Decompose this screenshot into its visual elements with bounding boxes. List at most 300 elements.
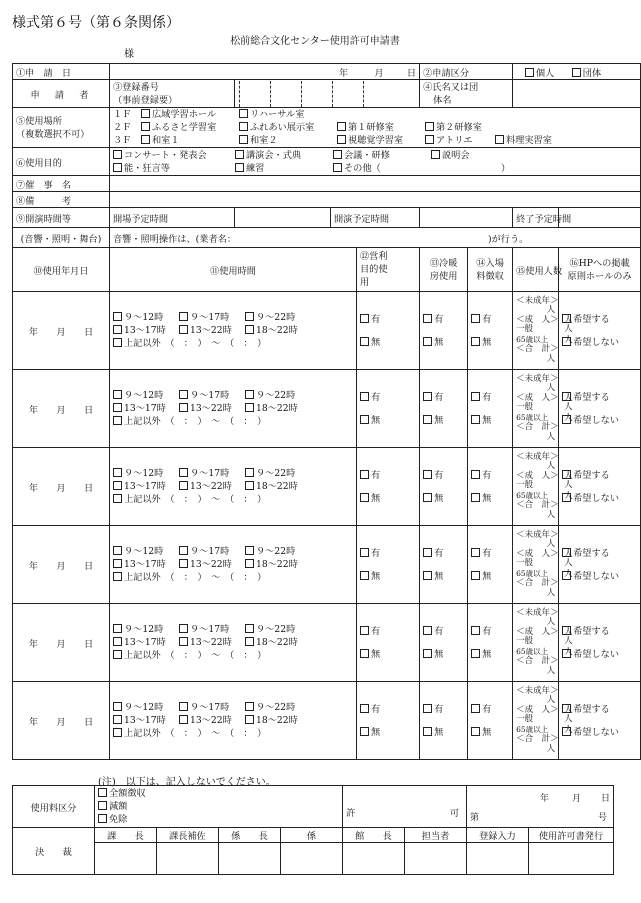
time-checkbox[interactable] — [245, 637, 254, 646]
yes-checkbox[interactable] — [471, 548, 480, 557]
usage-date-field[interactable]: 年 月 日 — [13, 370, 110, 448]
time-slot-label: ９～22時 — [256, 390, 296, 401]
remarks-row — [13, 192, 641, 208]
commercial-header-line: 用 — [360, 277, 370, 288]
purpose-checkbox[interactable] — [113, 150, 122, 159]
time-checkbox[interactable] — [179, 715, 188, 724]
time-checkbox[interactable] — [245, 481, 254, 490]
time-other-label: 上記以外 （ ： ） ～ （ ： ） — [124, 416, 267, 427]
yes-label: 有 — [371, 625, 381, 637]
registration-number-label — [110, 80, 235, 108]
yes-checkbox[interactable] — [471, 704, 480, 713]
stamp-cell[interactable] — [467, 843, 529, 875]
time-checkbox[interactable] — [113, 403, 122, 412]
general-label: 一般 — [516, 480, 534, 491]
individual-checkbox[interactable] — [525, 68, 534, 77]
yes-checkbox[interactable] — [471, 470, 480, 479]
hp-no-label: 希望しない — [573, 414, 620, 426]
time-slot-label: 13～22時 — [190, 637, 232, 648]
year-label: 年 — [540, 793, 550, 804]
yes-checkbox[interactable] — [423, 626, 432, 635]
no-checkbox[interactable] — [360, 415, 369, 424]
total-label: ＜合 計＞ — [516, 344, 559, 355]
yes-label: 有 — [434, 703, 444, 715]
registration-number-field[interactable] — [235, 80, 420, 108]
no-checkbox[interactable] — [423, 649, 432, 658]
no-label: 無 — [482, 648, 492, 660]
yes-checkbox[interactable] — [423, 470, 432, 479]
no-checkbox[interactable] — [423, 571, 432, 580]
room-checkbox[interactable] — [239, 109, 248, 118]
usage-location-title: ⑤使用場所 — [16, 115, 62, 127]
entry-fee-options — [468, 448, 513, 526]
time-checkbox[interactable] — [245, 702, 254, 711]
purpose-checkbox[interactable] — [333, 163, 342, 172]
group-checkbox[interactable] — [572, 68, 581, 77]
hp-no-checkbox[interactable] — [562, 646, 573, 658]
schedule-row — [13, 604, 641, 682]
person-unit: 人 — [564, 636, 573, 647]
time-slot-label: 13～22時 — [190, 715, 232, 726]
senior-label: 65歳以上 — [516, 490, 549, 500]
application-form-table — [12, 63, 641, 760]
people-count-field[interactable] — [513, 526, 573, 604]
no-checkbox[interactable] — [423, 727, 432, 736]
hp-yes-label: 希望する — [573, 703, 610, 715]
fee-category-label: 使用料区分 — [13, 786, 95, 828]
time-checkbox[interactable] — [179, 481, 188, 490]
schedule-row — [13, 292, 641, 370]
room-checkbox[interactable] — [425, 122, 434, 131]
hp-yes-checkbox[interactable] — [562, 392, 571, 401]
no-checkbox[interactable] — [360, 493, 369, 502]
commercial-header — [357, 248, 420, 292]
person-unit: 人 — [564, 558, 573, 569]
month-label: 月 — [374, 67, 384, 79]
time-slot-label: 13～17時 — [124, 481, 166, 492]
time-slot-label: ９～17時 — [190, 624, 230, 635]
person-unit: 人 — [564, 626, 573, 637]
no-checkbox[interactable] — [423, 337, 432, 346]
time-checkbox[interactable] — [113, 312, 122, 321]
time-slot-label: 18～22時 — [256, 559, 298, 570]
room-label: 和室２ — [250, 135, 278, 146]
yes-checkbox[interactable] — [360, 704, 369, 713]
person-unit: 人 — [564, 314, 573, 325]
yes-label: 有 — [434, 391, 444, 403]
remarks-field[interactable] — [110, 192, 641, 208]
time-checkbox[interactable] — [245, 403, 254, 412]
room-checkbox[interactable] — [141, 122, 150, 131]
yes-checkbox[interactable] — [471, 626, 480, 635]
no-label: 無 — [482, 726, 492, 738]
entry-fee-header — [468, 248, 513, 292]
stamp-cell[interactable] — [157, 843, 219, 875]
hp-yes-checkbox[interactable] — [562, 704, 571, 713]
performance-time-row — [13, 208, 641, 228]
usage-time-options — [110, 370, 357, 448]
start-time-field[interactable] — [420, 208, 513, 228]
room-checkbox[interactable] — [141, 135, 150, 144]
no-checkbox[interactable] — [423, 493, 432, 502]
stamp-cell[interactable] — [405, 843, 467, 875]
yes-label: 有 — [371, 313, 381, 325]
no-label: 無 — [482, 570, 492, 582]
fee-option-label: 全額徴収 — [109, 788, 146, 799]
stamp-cell[interactable] — [281, 843, 343, 875]
application-date-field[interactable] — [110, 64, 420, 80]
people-count-field[interactable] — [513, 682, 573, 760]
yes-checkbox[interactable] — [360, 314, 369, 323]
time-slot-label: ９～22時 — [256, 468, 296, 479]
minor-label: ＜未成年＞ — [516, 373, 559, 384]
schedule-row — [13, 448, 641, 526]
remarks-label: ⑧備 考 — [13, 192, 110, 208]
entry-fee-options — [468, 370, 513, 448]
person-unit: 人 — [564, 480, 573, 491]
document-title: 松前総合文化センター使用許可申請書 — [230, 36, 400, 47]
time-slot-label: ９～22時 — [256, 312, 296, 323]
no-checkbox[interactable] — [471, 415, 480, 424]
hp-header-line: ⑯HPへの掲載 — [569, 257, 630, 269]
hp-no-checkbox[interactable] — [562, 724, 573, 736]
time-checkbox[interactable] — [113, 728, 122, 737]
hp-yes-label: 希望する — [573, 391, 610, 403]
registration-note-text: （事前登録要） — [113, 94, 178, 106]
no-checkbox[interactable] — [360, 727, 369, 736]
commercial-options — [357, 526, 420, 604]
time-checkbox[interactable] — [113, 390, 122, 399]
time-checkbox[interactable] — [179, 559, 188, 568]
name-label-line1: ④氏名又は団 — [423, 81, 479, 93]
room-label: 第２研修室 — [436, 122, 482, 133]
time-checkbox[interactable] — [245, 390, 254, 399]
usage-date-field[interactable]: 年 月 日 — [13, 292, 110, 370]
time-checkbox[interactable] — [245, 559, 254, 568]
usage-date-field[interactable]: 年 月 日 — [13, 526, 110, 604]
hp-yes-label: 希望する — [573, 469, 610, 481]
no-checkbox[interactable] — [471, 727, 480, 736]
person-unit: 人 — [546, 353, 556, 364]
general-label: 一般 — [516, 402, 534, 413]
no-label: 無 — [434, 570, 444, 582]
time-other-label: 上記以外 （ ： ） ～ （ ： ） — [124, 728, 267, 739]
no-label: 無 — [371, 648, 381, 660]
purpose-label: 説明会 — [442, 149, 470, 161]
time-slot-label: ９～22時 — [256, 546, 296, 557]
yes-checkbox[interactable] — [360, 392, 369, 401]
aircon-header-line: ⑬冷暖 — [429, 257, 458, 269]
no-label: 無 — [371, 336, 381, 348]
person-unit: 人 — [564, 704, 573, 715]
time-checkbox[interactable] — [113, 546, 122, 555]
time-checkbox[interactable] — [179, 312, 188, 321]
schedule-row — [13, 682, 641, 760]
minor-label: ＜未成年＞ — [516, 295, 559, 306]
permit-char: 許 — [346, 807, 356, 819]
time-checkbox[interactable] — [113, 637, 122, 646]
usage-location-row — [13, 108, 641, 148]
stamp-cell[interactable] — [95, 843, 157, 875]
yes-label: 有 — [482, 703, 492, 715]
no-checkbox[interactable] — [423, 415, 432, 424]
people-count-field[interactable] — [513, 292, 573, 370]
no-checkbox[interactable] — [471, 649, 480, 658]
time-checkbox[interactable] — [113, 325, 122, 334]
person-unit: 人 — [546, 695, 556, 706]
hp-yes-checkbox[interactable] — [562, 314, 571, 323]
approval-stamp-row — [13, 843, 614, 875]
time-slot-label: 18～22時 — [256, 715, 298, 726]
minor-label: ＜未成年＞ — [516, 529, 559, 540]
event-name-field[interactable] — [110, 176, 641, 192]
time-slot-label: 18～22時 — [256, 481, 298, 492]
no-checkbox[interactable] — [360, 571, 369, 580]
time-checkbox[interactable] — [179, 624, 188, 633]
time-slot-label: 13～22時 — [190, 559, 232, 570]
room-checkbox[interactable] — [239, 122, 248, 131]
room-label: 広域学習ホール — [152, 109, 217, 120]
time-other-label: 上記以外 （ ： ） ～ （ ： ） — [124, 338, 267, 349]
approval-column-header: 使用許可書発行 — [529, 828, 614, 843]
permit-date-field[interactable] — [467, 786, 614, 828]
floor1-label: １Ｆ — [113, 109, 132, 120]
application-type-label: ②申請区分 — [420, 64, 513, 80]
sound-lighting-row — [13, 228, 641, 248]
person-unit: 人 — [546, 305, 556, 316]
room-checkbox[interactable] — [141, 109, 150, 118]
time-slot-label: 18～22時 — [256, 637, 298, 648]
aircon-options — [420, 448, 468, 526]
purpose-label: 会議・研修 — [344, 149, 390, 161]
entry-fee-header-line: 料徴収 — [476, 270, 504, 282]
hp-yes-label: 希望する — [573, 625, 610, 637]
stamp-cell[interactable] — [343, 843, 405, 875]
time-slot-label: ９～22時 — [256, 702, 296, 713]
time-checkbox[interactable] — [179, 390, 188, 399]
commercial-options — [357, 370, 420, 448]
yes-checkbox[interactable] — [423, 392, 432, 401]
start-time-label: 開演予定時間 — [331, 208, 420, 228]
open-time-label: 開場予定時間 — [110, 208, 235, 228]
time-checkbox[interactable] — [113, 650, 122, 659]
approval-column-header: 登録入力 — [467, 828, 529, 843]
room-checkbox[interactable] — [337, 135, 346, 144]
aircon-header-line: 房使用 — [429, 270, 458, 282]
hp-yes-checkbox[interactable] — [562, 470, 571, 479]
yes-checkbox[interactable] — [471, 314, 480, 323]
stamp-cell[interactable] — [529, 843, 614, 875]
approval-column-header: 係 長 — [219, 828, 281, 843]
group-label: 団体 — [582, 67, 602, 79]
hp-yes-checkbox[interactable] — [562, 626, 571, 635]
name-label-line2: 体名 — [433, 94, 452, 106]
approval-column-header: 課長補佐 — [157, 828, 219, 843]
usage-date-field[interactable]: 年 月 日 — [13, 604, 110, 682]
fee-checkbox[interactable] — [98, 788, 107, 797]
month-label: 月 — [571, 793, 581, 804]
schedule-row — [13, 370, 641, 448]
time-checkbox[interactable] — [179, 468, 188, 477]
yes-checkbox[interactable] — [423, 314, 432, 323]
yes-label: 有 — [482, 313, 492, 325]
person-unit: 人 — [546, 509, 556, 520]
time-checkbox[interactable] — [113, 715, 122, 724]
hp-no-checkbox[interactable] — [562, 568, 573, 580]
time-checkbox[interactable] — [245, 546, 254, 555]
time-checkbox[interactable] — [179, 403, 188, 412]
usage-location-note: （複数選択不可） — [16, 128, 90, 140]
approval-column-header: 担当者 — [405, 828, 467, 843]
time-slot-label: ９～17時 — [190, 546, 230, 557]
adult-label: ＜成 人＞ — [516, 392, 559, 403]
time-checkbox[interactable] — [245, 468, 254, 477]
time-checkbox[interactable] — [179, 702, 188, 711]
people-count-field[interactable] — [513, 370, 573, 448]
people-count-field[interactable] — [513, 448, 573, 526]
no-checkbox[interactable] — [471, 571, 480, 580]
time-checkbox[interactable] — [113, 702, 122, 711]
no-label: 無 — [482, 414, 492, 426]
purpose-checkbox[interactable] — [333, 150, 342, 159]
time-slot-label: ９～12時 — [124, 546, 164, 557]
application-type-options — [513, 64, 641, 80]
hp-no-checkbox[interactable] — [562, 490, 573, 502]
room-checkbox[interactable] — [239, 135, 248, 144]
time-slot-label: 13～17時 — [124, 637, 166, 648]
total-label: ＜合 計＞ — [516, 734, 559, 745]
purpose-checkbox[interactable] — [235, 150, 244, 159]
purpose-label: コンサート・発表会 — [124, 149, 207, 161]
purpose-label: その他（ — [344, 162, 381, 174]
hp-no-label: 希望しない — [573, 492, 620, 504]
person-unit: 人 — [564, 724, 573, 735]
sound-lighting-field[interactable] — [110, 228, 641, 248]
purpose-checkbox[interactable] — [431, 150, 440, 159]
time-slot-label: ９～12時 — [124, 468, 164, 479]
purpose-label: 講演会・式典 — [246, 149, 302, 161]
general-label: 一般 — [516, 714, 534, 725]
aircon-header — [420, 248, 468, 292]
other-close-paren: ） — [501, 162, 511, 174]
yes-checkbox[interactable] — [360, 548, 369, 557]
room-checkbox[interactable] — [337, 122, 346, 131]
room-label: 第１研修室 — [348, 122, 394, 133]
senior-label: 65歳以上 — [516, 646, 549, 656]
name-field[interactable] — [513, 80, 641, 108]
time-checkbox[interactable] — [245, 624, 254, 633]
total-label: ＜合 計＞ — [516, 500, 559, 511]
sound-lighting-text-end: )が行う。 — [488, 233, 529, 245]
adult-label: ＜成 人＞ — [516, 548, 559, 559]
people-header: ⑮使用人数 — [513, 248, 559, 292]
time-checkbox[interactable] — [113, 338, 122, 347]
no-checkbox[interactable] — [471, 337, 480, 346]
approval-label: 決 裁 — [13, 828, 95, 875]
adult-label: ＜成 人＞ — [516, 704, 559, 715]
time-checkbox[interactable] — [245, 312, 254, 321]
usage-time-options — [110, 448, 357, 526]
no-label: 無 — [434, 648, 444, 660]
yes-label: 有 — [434, 625, 444, 637]
room-checkbox[interactable] — [495, 135, 504, 144]
room-checkbox[interactable] — [425, 135, 434, 144]
no-checkbox[interactable] — [471, 493, 480, 502]
no-checkbox[interactable] — [360, 649, 369, 658]
room-label: 視聴覚学習室 — [348, 135, 404, 146]
open-time-field[interactable] — [235, 208, 331, 228]
time-checkbox[interactable] — [179, 637, 188, 646]
time-checkbox[interactable] — [113, 559, 122, 568]
total-label: ＜合 計＞ — [516, 656, 559, 667]
time-checkbox[interactable] — [113, 624, 122, 633]
yes-label: 有 — [434, 547, 444, 559]
purpose-checkbox[interactable] — [235, 163, 244, 172]
time-checkbox[interactable] — [179, 325, 188, 334]
yes-label: 有 — [371, 547, 381, 559]
hp-no-checkbox[interactable] — [562, 412, 573, 424]
sound-lighting-text: 音響・照明操作は、(業者名： — [113, 233, 237, 245]
time-slot-label: ９～17時 — [190, 390, 230, 401]
person-unit: 人 — [564, 402, 573, 413]
person-unit: 人 — [564, 548, 573, 559]
yes-checkbox[interactable] — [423, 548, 432, 557]
time-other-label: 上記以外 （ ： ） ～ （ ： ） — [124, 494, 267, 505]
fee-checkbox[interactable] — [98, 801, 107, 810]
no-label: 無 — [482, 492, 492, 504]
yes-checkbox[interactable] — [423, 704, 432, 713]
purpose-checkbox[interactable] — [113, 163, 122, 172]
people-count-field[interactable] — [513, 604, 573, 682]
time-other-label: 上記以外 （ ： ） ～ （ ： ） — [124, 650, 267, 661]
day-label: 日 — [601, 793, 611, 804]
time-checkbox[interactable] — [113, 494, 122, 503]
yes-checkbox[interactable] — [360, 470, 369, 479]
time-checkbox[interactable] — [113, 468, 122, 477]
usage-date-header: ⑩使用年月日 — [13, 248, 110, 292]
permit-char2: 可 — [450, 807, 460, 819]
dai-label: 第 — [470, 812, 480, 823]
hp-no-label: 希望しない — [573, 570, 620, 582]
time-checkbox[interactable] — [179, 546, 188, 555]
commercial-options — [357, 292, 420, 370]
person-unit: 人 — [564, 334, 573, 345]
person-unit: 人 — [564, 470, 573, 481]
time-slot-label: ９～17時 — [190, 468, 230, 479]
yes-checkbox[interactable] — [471, 392, 480, 401]
time-slot-label: 18～22時 — [256, 403, 298, 414]
time-checkbox[interactable] — [113, 481, 122, 490]
time-checkbox[interactable] — [245, 325, 254, 334]
yes-checkbox[interactable] — [360, 626, 369, 635]
time-checkbox[interactable] — [245, 715, 254, 724]
no-checkbox[interactable] — [360, 337, 369, 346]
hp-yes-checkbox[interactable] — [562, 548, 571, 557]
minor-label: ＜未成年＞ — [516, 685, 559, 696]
time-checkbox[interactable] — [113, 416, 122, 425]
fee-checkbox[interactable] — [98, 814, 107, 823]
person-unit: 人 — [564, 392, 573, 403]
usage-date-field[interactable]: 年 月 日 — [13, 682, 110, 760]
performance-time-label: ⑨開演時間等 — [13, 208, 110, 228]
time-slot-label: ９～22時 — [256, 624, 296, 635]
stamp-cell[interactable] — [219, 843, 281, 875]
room-label: 和室１ — [152, 135, 180, 146]
time-checkbox[interactable] — [113, 572, 122, 581]
floor3-label: ３Ｆ — [113, 135, 132, 146]
usage-date-field[interactable]: 年 月 日 — [13, 448, 110, 526]
hp-no-checkbox[interactable] — [562, 334, 573, 346]
